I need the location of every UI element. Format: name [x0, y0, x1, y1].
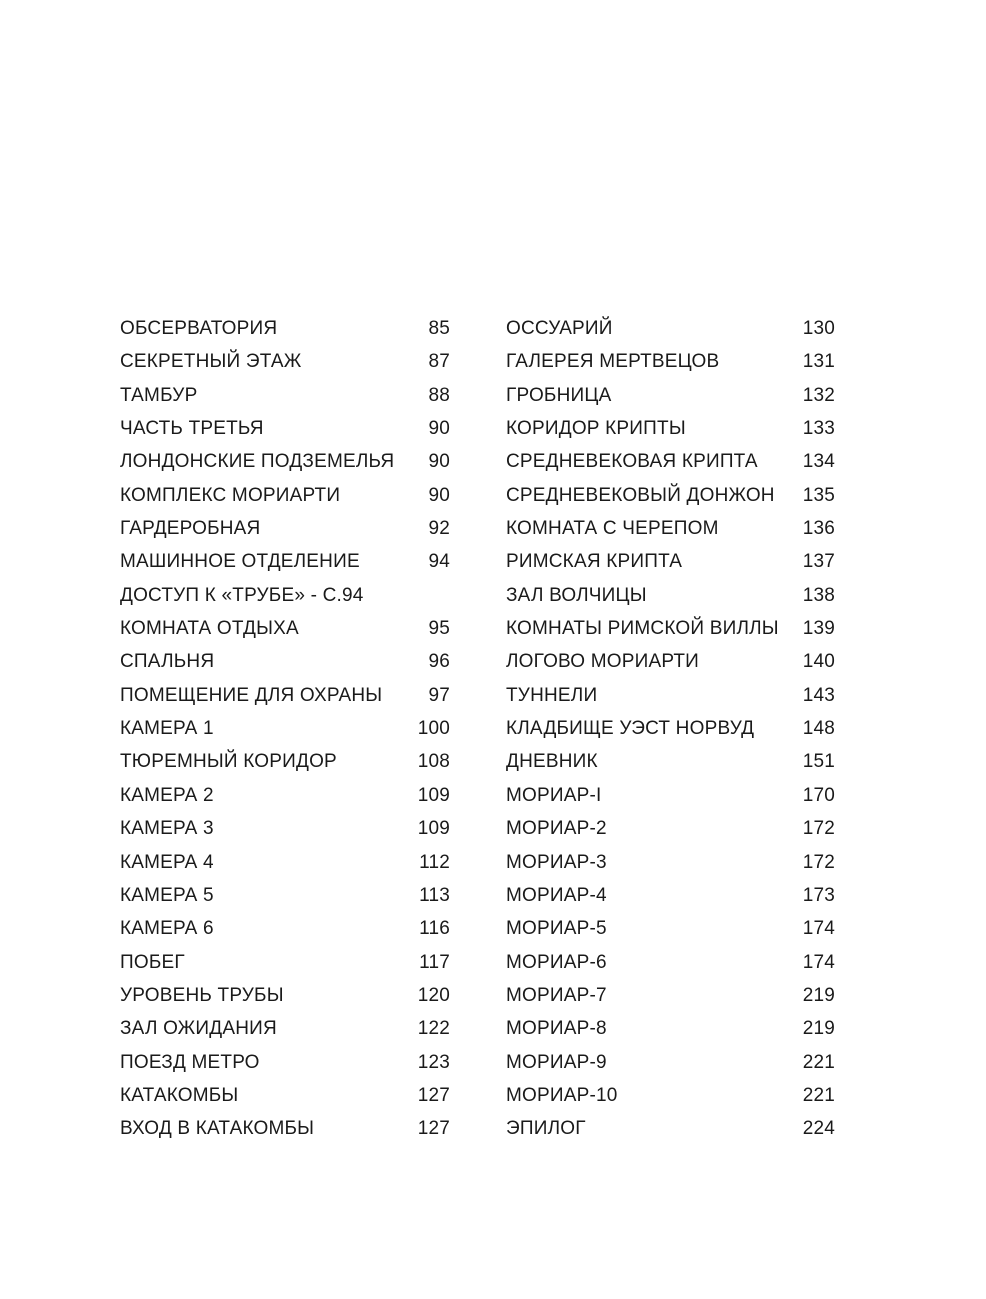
toc-entry-title: КЛАДБИЩЕ УЭСТ НОРВУД — [506, 718, 755, 740]
toc-entry[interactable] — [120, 445, 450, 478]
toc-entry[interactable] — [506, 846, 835, 879]
toc-entry-page-number: 97 — [428, 684, 450, 706]
toc-entry[interactable] — [120, 1112, 450, 1145]
toc-entry[interactable] — [506, 645, 835, 678]
toc-entry[interactable] — [120, 679, 450, 712]
toc-entry-title: ТЮРЕМНЫЙ КОРИДОР — [120, 751, 337, 773]
toc-entry-page-number: 221 — [802, 1084, 835, 1106]
toc-entry-title: ПОМЕЩЕНИЕ ДЛЯ ОХРАНЫ — [120, 684, 383, 706]
toc-entry[interactable] — [120, 979, 450, 1012]
toc-entry[interactable] — [506, 612, 835, 645]
toc-entry[interactable] — [506, 312, 835, 345]
toc-entry-page-number: 219 — [802, 1018, 835, 1040]
toc-entry[interactable] — [506, 579, 835, 612]
toc-column-right — [506, 312, 835, 1146]
toc-entry[interactable] — [120, 379, 450, 412]
toc-entry-title: КОМПЛЕКС МОРИАРТИ — [120, 484, 341, 506]
toc-entry[interactable] — [506, 1046, 835, 1079]
toc-entry[interactable] — [120, 879, 450, 912]
toc-entry-page-number: 133 — [802, 418, 835, 440]
toc-entry-title: ОБСЕРВАТОРИЯ — [120, 318, 278, 339]
toc-entry[interactable] — [506, 812, 835, 845]
toc-entry-page-number: 90 — [428, 418, 450, 440]
toc-entry[interactable] — [506, 779, 835, 812]
toc-entry-page-number: 108 — [417, 751, 450, 773]
toc-entry-title: УРОВЕНЬ ТРУБЫ — [120, 984, 284, 1006]
toc-entry-page-number: 90 — [428, 484, 450, 506]
toc-entry[interactable] — [120, 1079, 450, 1112]
toc-entry[interactable] — [120, 946, 450, 979]
toc-entry-page-number: 174 — [802, 951, 835, 973]
toc-entry-title: ГАРДЕРОБНАЯ — [120, 518, 261, 540]
toc-entry-page-number: 127 — [417, 1084, 450, 1106]
toc-entry-title: ДОСТУП К «ТРУБЕ» - С.94 — [120, 584, 364, 606]
toc-entry-title: ЭПИЛОГ — [506, 1118, 586, 1140]
toc-entry-title: МОРИАР-5 — [506, 918, 607, 940]
toc-entry[interactable] — [120, 479, 450, 512]
toc-entry[interactable] — [120, 579, 450, 612]
toc-entry-title: ГАЛЕРЕЯ МЕРТВЕЦОВ — [506, 351, 720, 373]
toc-entry-title: ПОЕЗД МЕТРО — [120, 1051, 260, 1073]
toc-entry-page-number: 132 — [802, 384, 835, 406]
toc-entry-title: КОРИДОР КРИПТЫ — [506, 418, 686, 440]
toc-entry-page-number: 116 — [419, 918, 450, 940]
toc-entry-title: КАМЕРА 3 — [120, 818, 214, 840]
toc-entry[interactable] — [506, 512, 835, 545]
toc-entry-title: ВХОД В КАТАКОМБЫ — [120, 1118, 315, 1140]
toc-entry-title: СПАЛЬНЯ — [120, 651, 215, 673]
toc-entry-title: ТАМБУР — [120, 384, 198, 406]
toc-entry[interactable] — [120, 412, 450, 445]
toc-entry-page-number: 224 — [802, 1118, 835, 1140]
toc-entry-title: КАМЕРА 2 — [120, 784, 214, 806]
toc-entry[interactable] — [120, 846, 450, 879]
toc-entry-page-number: 109 — [417, 818, 450, 840]
toc-entry[interactable] — [506, 712, 835, 745]
toc-entry-title: ЗАЛ ВОЛЧИЦЫ — [506, 584, 647, 606]
toc-entry[interactable] — [506, 445, 835, 478]
toc-entry-page-number: 85 — [428, 318, 450, 339]
toc-entry[interactable] — [120, 545, 450, 578]
toc-entry[interactable] — [506, 479, 835, 512]
toc-entry-page-number: 87 — [428, 351, 450, 373]
toc-entry-page-number: 117 — [419, 951, 450, 973]
toc-entry-title: КОМНАТЫ РИМСКОЙ ВИЛЛЫ — [506, 618, 779, 640]
toc-entry-page-number: 136 — [802, 518, 835, 540]
toc-entry[interactable] — [506, 679, 835, 712]
toc-entry-title: МОРИАР-8 — [506, 1018, 607, 1040]
toc-entry-title: ПОБЕГ — [120, 951, 185, 973]
toc-entry[interactable] — [506, 912, 835, 945]
toc-entry-title: МОРИАР-2 — [506, 818, 607, 840]
toc-entry-title: ТУННЕЛИ — [506, 684, 598, 706]
toc-entry-page-number: 151 — [802, 751, 835, 773]
toc-entry[interactable] — [506, 946, 835, 979]
toc-entry-page-number: 221 — [802, 1051, 835, 1073]
toc-entry-title: МОРИАР-10 — [506, 1084, 618, 1106]
toc-entry-page-number: 123 — [417, 1051, 450, 1073]
toc-entry-page-number: 140 — [802, 651, 835, 673]
toc-entry-page-number: 131 — [802, 351, 835, 373]
toc-entry-page-number: 122 — [417, 1018, 450, 1040]
toc-entry-title: МАШИННОЕ ОТДЕЛЕНИЕ — [120, 551, 360, 573]
toc-entry[interactable] — [506, 1079, 835, 1112]
toc-entry-title: СРЕДНЕВЕКОВАЯ КРИПТА — [506, 451, 758, 473]
toc-entry-page-number: 219 — [802, 984, 835, 1006]
toc-entry-page-number: 112 — [419, 851, 450, 873]
toc-entry-page-number: 170 — [802, 784, 835, 806]
toc-entry-title: МОРИАР-4 — [506, 884, 607, 906]
toc-entry-page-number: 88 — [428, 384, 450, 406]
toc-column-left — [120, 312, 450, 1146]
toc-entry-page-number: 174 — [802, 918, 835, 940]
toc-entry-title: КАМЕРА 4 — [120, 851, 214, 873]
toc-entry[interactable] — [120, 645, 450, 678]
toc-entry-page-number: 143 — [802, 684, 835, 706]
toc-entry-page-number: 95 — [428, 618, 450, 640]
toc-entry-title: ОССУАРИЙ — [506, 318, 613, 339]
toc-entry-title: СРЕДНЕВЕКОВЫЙ ДОНЖОН — [506, 484, 775, 506]
toc-entry-title: МОРИАР-6 — [506, 951, 607, 973]
toc-entry-title: КОМНАТА С ЧЕРЕПОМ — [506, 518, 719, 540]
toc-entry[interactable] — [120, 312, 450, 345]
toc-entry-page-number: 92 — [428, 518, 450, 540]
toc-entry-page-number: 113 — [419, 884, 450, 906]
toc-entry-title: ДНЕВНИК — [506, 751, 598, 773]
toc-entry-title: КАМЕРА 1 — [120, 718, 214, 740]
toc-entry[interactable] — [120, 512, 450, 545]
toc-entry[interactable] — [120, 779, 450, 812]
toc-entry[interactable] — [120, 612, 450, 645]
toc-entry[interactable] — [120, 912, 450, 945]
toc-entry-title: КАМЕРА 6 — [120, 918, 214, 940]
toc-entry-page-number: 94 — [428, 551, 450, 573]
toc-entry[interactable] — [506, 412, 835, 445]
toc-entry-page-number: 134 — [802, 451, 835, 473]
toc-entry-title: МОРИАР-7 — [506, 984, 607, 1006]
toc-entry-page-number: 148 — [802, 718, 835, 740]
toc-entry-title: РИМСКАЯ КРИПТА — [506, 551, 683, 573]
toc-entry-title: КАТАКОМБЫ — [120, 1084, 239, 1106]
toc-entry-page-number: 139 — [802, 618, 835, 640]
toc-entry-title: ГРОБНИЦА — [506, 384, 612, 406]
toc-entry-title: ЛОГОВО МОРИАРТИ — [506, 651, 700, 673]
toc-entry-page-number: 127 — [417, 1118, 450, 1140]
toc-entry[interactable] — [506, 1012, 835, 1045]
toc-entry-title: КАМЕРА 5 — [120, 884, 214, 906]
toc-entry[interactable] — [120, 1012, 450, 1045]
toc-entry-page-number: 120 — [417, 984, 450, 1006]
toc-entry-page-number: 135 — [802, 484, 835, 506]
toc-entry[interactable] — [120, 812, 450, 845]
toc-entry-page-number: 109 — [417, 784, 450, 806]
toc-entry-page-number: 96 — [428, 651, 450, 673]
toc-entry-page-number: 172 — [802, 851, 835, 873]
toc-entry-title: ЛОНДОНСКИЕ ПОДЗЕМЕЛЬЯ — [120, 451, 395, 473]
toc-entry[interactable] — [506, 545, 835, 578]
toc-entry-title: СЕКРЕТНЫЙ ЭТАЖ — [120, 351, 302, 373]
toc-entry[interactable] — [120, 745, 450, 778]
toc-entry[interactable] — [506, 345, 835, 378]
toc-entry-title: МОРИАР-I — [506, 784, 602, 806]
toc-entry-page-number: 130 — [802, 318, 835, 339]
toc-entry-title: МОРИАР-9 — [506, 1051, 607, 1073]
toc-entry[interactable] — [506, 1112, 835, 1145]
toc-entry[interactable] — [506, 745, 835, 778]
toc-entry-title: ЗАЛ ОЖИДАНИЯ — [120, 1018, 277, 1040]
toc-entry-title: КОМНАТА ОТДЫХА — [120, 618, 299, 640]
toc-entry-title: МОРИАР-3 — [506, 851, 607, 873]
toc-entry[interactable] — [506, 979, 835, 1012]
toc-entry[interactable] — [120, 345, 450, 378]
toc-entry-title: ЧАСТЬ ТРЕТЬЯ — [120, 418, 264, 440]
toc-entry-page-number: 90 — [428, 451, 450, 473]
toc-entry[interactable] — [506, 379, 835, 412]
toc-entry-page-number: 138 — [802, 584, 835, 606]
toc-entry-page-number: 172 — [802, 818, 835, 840]
toc-entry[interactable] — [120, 712, 450, 745]
toc-entry-page-number: 100 — [417, 718, 450, 740]
toc-entry-page-number: 173 — [802, 884, 835, 906]
toc-entry-page-number: 137 — [802, 551, 835, 573]
toc-entry[interactable] — [506, 879, 835, 912]
toc-entry[interactable] — [120, 1046, 450, 1079]
